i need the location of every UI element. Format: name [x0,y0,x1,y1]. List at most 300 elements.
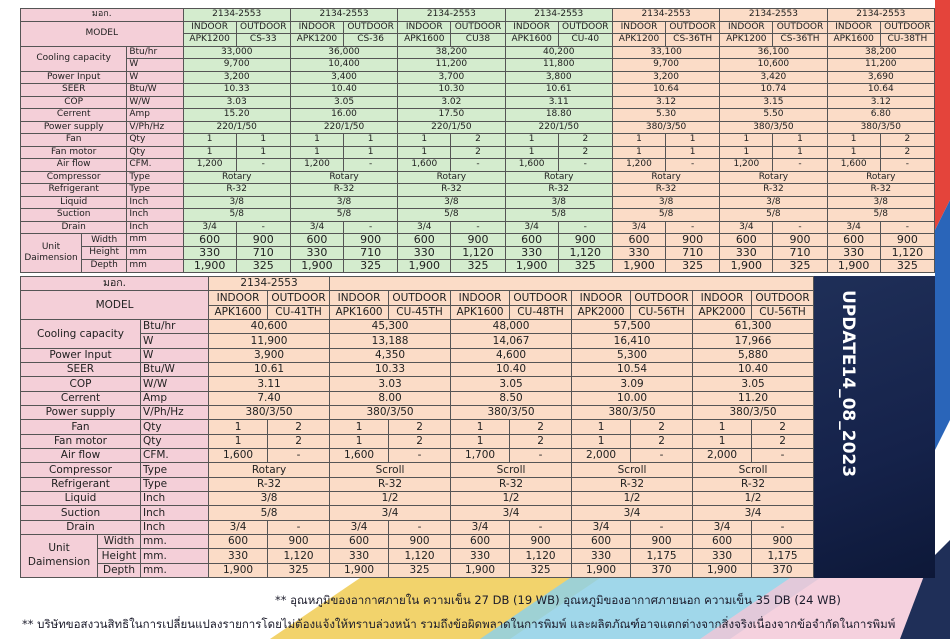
unit-label: Unit [41,241,61,252]
value-cell: - [558,221,612,234]
value-cell: - [236,221,290,234]
value-cell: 900 [666,234,720,247]
unit-cell: mm. [141,549,209,563]
value-cell: R-32 [572,477,693,491]
cop-row [21,377,814,391]
value-cell: 380/3/50 [827,121,934,134]
value-cell: 900 [880,234,934,247]
value-cell: 2 [510,434,572,448]
suction-label: Suction [21,209,127,222]
unit-cell: mm [127,259,183,272]
indoor-header: INDOOR [290,21,343,34]
current-label: Cerrent [21,109,127,122]
value-cell: 330 [183,246,236,259]
value-cell: 3,200 [612,71,719,84]
value-cell: 325 [268,563,330,577]
value-cell: 3/4 [572,506,693,520]
unit-dimension-text [21,234,82,272]
value-cell: 3/4 [398,221,451,234]
value-cell: 10.40 [290,84,397,97]
unit-cell: Btu/W [141,362,209,376]
fan-motor-row [21,146,935,159]
current-label: Cerrent [21,391,141,405]
value-cell: - [510,448,572,462]
value-cell: 600 [330,534,389,548]
unit-cell: V/Ph/Hz [127,121,183,134]
value-cell: 10.33 [330,362,451,376]
unit-cell: CFM. [127,159,183,172]
value-cell: 11,900 [209,334,330,348]
power-supply-label: Power supply [21,405,141,419]
value-cell: 4,350 [330,348,451,362]
value-cell: 11,200 [398,59,505,72]
unit-cell: mm. [141,563,209,577]
value-cell: R-32 [290,184,397,197]
refrigerant-label: Refrigerant [21,184,127,197]
value-cell: Scroll [330,463,451,477]
outdoor-header: OUTDOOR [631,291,693,305]
indoor-model: APK1600 [451,305,510,319]
value-cell: 33,100 [612,46,719,59]
daimension-label: Daimension [27,555,91,568]
value-cell: 3/8 [612,196,719,209]
value-cell: 5.50 [720,109,827,122]
value-cell: 2 [389,420,451,434]
unit-cell: Type [127,171,183,184]
value-cell: 11,200 [827,59,934,72]
tis-value: 2134-2553 [183,9,290,22]
value-cell: 2 [752,420,814,434]
value-cell: 3.03 [183,96,290,109]
fan-motor-label: Fan motor [21,146,127,159]
value-cell: 1,600 [827,159,880,172]
value-cell: 3/4 [330,520,389,534]
indoor-header: INDOOR [827,21,880,34]
unit-cell: mm [127,246,183,259]
value-cell: 330 [330,549,389,563]
air-flow-row [21,159,935,172]
value-cell: 3.05 [693,377,814,391]
value-cell: 1 [505,146,558,159]
cooling-btu-row [21,319,814,333]
value-cell: 330 [572,549,631,563]
value-cell: 5/8 [209,506,330,520]
value-cell: 1,200 [612,159,665,172]
cop-label: COP [21,96,127,109]
outdoor-model: CS-36TH [666,34,720,47]
value-cell: 9,700 [612,59,719,72]
value-cell: 1 [398,146,451,159]
value-cell: 600 [451,534,510,548]
power-supply-row [21,121,935,134]
value-cell: 3/4 [612,221,665,234]
value-cell: 900 [752,534,814,548]
value-cell: 3,700 [398,71,505,84]
outdoor-model: CU-41TH [268,305,330,319]
value-cell: - [344,159,398,172]
depth-row [21,563,814,577]
value-cell: 5/8 [290,209,397,222]
cooling-label: Cooling capacity [21,319,141,348]
value-cell: - [451,159,505,172]
unit-cell: W [127,59,183,72]
unit-cell: Inch [141,506,209,520]
value-cell: 3/8 [505,196,612,209]
value-cell: 3/4 [183,221,236,234]
value-cell: 1,900 [209,563,268,577]
value-cell: - [344,221,398,234]
tis-value: 2134-2553 [612,9,719,22]
value-cell: 900 [236,234,290,247]
unit-cell: Qty [127,146,183,159]
model-label: MODEL [21,291,209,320]
tis-label: มอก. [21,277,209,291]
outdoor-header: OUTDOOR [389,291,451,305]
value-cell: 330 [693,549,752,563]
height-label: Height [98,549,141,563]
value-cell: 600 [505,234,558,247]
value-cell: 3.05 [290,96,397,109]
seer-row [21,362,814,376]
tis-value: 2134-2553 [398,9,505,22]
unit-cell: Inch [141,491,209,505]
unit-cell: Inch [127,196,183,209]
liquid-row [21,196,935,209]
value-cell: 11.20 [693,391,814,405]
value-cell: 40,600 [209,319,330,333]
value-cell: 10.54 [572,362,693,376]
outdoor-header: OUTDOOR [451,21,505,34]
value-cell: 3,200 [183,71,290,84]
value-cell: 1/2 [572,491,693,505]
value-cell: 36,100 [720,46,827,59]
value-cell: 330 [398,246,451,259]
indoor-model: APK1600 [827,34,880,47]
tis-value: 2134-2553 [720,9,827,22]
value-cell: 13,188 [330,334,451,348]
value-cell: 1 [666,134,720,147]
unit-cell: W/W [127,96,183,109]
value-cell: 380/3/50 [330,405,451,419]
value-cell: 600 [612,234,665,247]
indoor-model: APK2000 [572,305,631,319]
indoor-header: INDOOR [505,21,558,34]
value-cell: - [268,448,330,462]
outdoor-header: OUTDOOR [510,291,572,305]
drain-row [21,520,814,534]
value-cell: 1 [666,146,720,159]
indoor-header: INDOOR [451,291,510,305]
value-cell: 1 [572,434,631,448]
value-cell: 1 [344,134,398,147]
value-cell: R-32 [720,184,827,197]
value-cell: R-32 [330,477,451,491]
spec-table-bottom [20,276,814,578]
value-cell: 1,600 [209,448,268,462]
value-cell: 1,120 [510,549,572,563]
indoor-header: INDOOR [572,291,631,305]
value-cell: 1,900 [505,259,558,272]
indoor-model: APK1200 [720,34,773,47]
indoor-outdoor-row [21,21,935,34]
value-cell: 5,300 [572,348,693,362]
value-cell: 710 [344,246,398,259]
value-cell: 330 [290,246,343,259]
value-cell: 3/4 [451,520,510,534]
value-cell: 1,700 [451,448,510,462]
value-cell: 1 [827,146,880,159]
value-cell: Scroll [572,463,693,477]
value-cell: - [880,159,934,172]
cooling-btu-row [21,46,935,59]
value-cell: 2 [268,434,330,448]
liquid-label: Liquid [21,491,141,505]
value-cell: 1 [344,146,398,159]
value-cell: 3/4 [827,221,880,234]
value-cell: 8.50 [451,391,572,405]
value-cell: 600 [827,234,880,247]
width-label: Width [98,534,141,548]
compressor-label: Compressor [21,171,127,184]
seer-label: SEER [21,362,141,376]
value-cell: - [752,520,814,534]
value-cell: 3.12 [827,96,934,109]
seer-label: SEER [21,84,127,97]
depth-label: Depth [98,563,141,577]
value-cell: 5/8 [183,209,290,222]
value-cell: 1,120 [389,549,451,563]
value-cell: 8.00 [330,391,451,405]
value-cell: 325 [344,259,398,272]
height-label: Height [82,247,127,260]
value-cell: 10.61 [209,362,330,376]
value-cell: R-32 [451,477,572,491]
value-cell: 600 [398,234,451,247]
value-cell: 1,120 [451,246,505,259]
update-panel [814,276,935,578]
drain-label: Drain [21,221,127,234]
value-cell: 330 [720,246,773,259]
value-cell: 7.40 [209,391,330,405]
suction-row [21,506,814,520]
value-cell: 900 [773,234,827,247]
outdoor-model: CU-45TH [389,305,451,319]
value-cell: 3.02 [398,96,505,109]
width-label: Width [82,234,127,247]
power-input-label: Power Input [21,71,127,84]
height-row [21,246,935,259]
depth-row [21,259,935,272]
indoor-header: INDOOR [330,291,389,305]
unit-cell: Btu/hr [127,46,183,59]
value-cell: 3.12 [612,96,719,109]
value-cell: 10.30 [398,84,505,97]
value-cell: 1 [183,134,236,147]
value-cell: 10.00 [572,391,693,405]
value-cell: - [631,448,693,462]
value-cell: 1 [290,146,343,159]
value-cell: 36,000 [290,46,397,59]
value-cell: 3,800 [505,71,612,84]
value-cell: 10.74 [720,84,827,97]
value-cell: 2 [880,146,934,159]
value-cell: 1,900 [183,259,236,272]
value-cell: Rotary [209,463,330,477]
outdoor-header: OUTDOOR [268,291,330,305]
value-cell: 1,900 [612,259,665,272]
value-cell: 3/4 [451,506,572,520]
footnote-conditions: ** อุณหภูมิของอากาศภายใน ความเข็น 27 DB (19 WB) อุณหภูมิของอากาศภายนอก ความเข็น 35 DB (24 WB) [275,593,841,607]
outdoor-model: CU-56TH [752,305,814,319]
value-cell: 2,000 [693,448,752,462]
value-cell: Rotary [720,171,827,184]
value-cell: 3.09 [572,377,693,391]
fan-row [21,134,935,147]
value-cell: 38,200 [827,46,934,59]
indoor-model: APK1600 [330,305,389,319]
value-cell: 325 [880,259,934,272]
value-cell: 5/8 [720,209,827,222]
value-cell: 3/8 [183,196,290,209]
indoor-header: INDOOR [183,21,236,34]
value-cell: 380/3/50 [612,121,719,134]
value-cell: 5/8 [612,209,719,222]
value-cell: 330 [827,246,880,259]
value-cell: 3.15 [720,96,827,109]
value-cell: 330 [612,246,665,259]
compressor-label: Compressor [21,463,141,477]
value-cell: 330 [505,246,558,259]
unit-cell: Amp [127,109,183,122]
value-cell: 325 [558,259,612,272]
value-cell: 38,200 [398,46,505,59]
air-flow-row [21,448,814,462]
unit-dimension-label [21,534,98,577]
liquid-row [21,491,814,505]
current-row [21,109,935,122]
value-cell: 11,800 [505,59,612,72]
value-cell: 1,900 [290,259,343,272]
value-cell: 1/2 [451,491,572,505]
value-cell: 2 [558,134,612,147]
outdoor-header: OUTDOOR [752,291,814,305]
value-cell: 3/4 [693,506,814,520]
value-cell: - [752,448,814,462]
value-cell: 2 [631,434,693,448]
value-cell: - [268,520,330,534]
value-cell: 1 [827,134,880,147]
value-cell: 370 [631,563,693,577]
value-cell: 1 [612,146,665,159]
cop-row [21,96,935,109]
compressor-row [21,171,935,184]
fan-row [21,420,814,434]
value-cell: 3/8 [827,196,934,209]
value-cell: 1,900 [398,259,451,272]
value-cell: 900 [344,234,398,247]
seer-row [21,84,935,97]
value-cell: 17,966 [693,334,814,348]
value-cell: 1 [572,420,631,434]
value-cell: 325 [510,563,572,577]
power-supply-row [21,405,814,419]
value-cell: 1,200 [183,159,236,172]
value-cell: 1,200 [720,159,773,172]
value-cell: Rotary [183,171,290,184]
value-cell: 10.40 [693,362,814,376]
indoor-model: APK2000 [693,305,752,319]
unit-cell: Qty [127,134,183,147]
value-cell: 1 [236,146,290,159]
value-cell: - [666,221,720,234]
indoor-model: APK1200 [183,34,236,47]
unit-dimension-label [21,234,127,273]
value-cell: 330 [451,549,510,563]
value-cell: 1 [505,134,558,147]
value-cell: 220/1/50 [290,121,397,134]
value-cell: 380/3/50 [451,405,572,419]
outdoor-model: CS-36 [344,34,398,47]
value-cell: 710 [773,246,827,259]
value-cell: 600 [720,234,773,247]
refrigerant-label: Refrigerant [21,477,141,491]
air-flow-label: Air flow [21,159,127,172]
suction-label: Suction [21,506,141,520]
value-cell: 600 [183,234,236,247]
value-cell: 40,200 [505,46,612,59]
value-cell: 900 [389,534,451,548]
value-cell: 1 [720,146,773,159]
value-cell: 1 [612,134,665,147]
unit-cell: Qty [141,420,209,434]
indoor-model: APK1600 [398,34,451,47]
value-cell: 1 [330,434,389,448]
outdoor-model: CU-56TH [631,305,693,319]
value-cell: 3/4 [720,221,773,234]
value-cell: Scroll [451,463,572,477]
value-cell: 600 [572,534,631,548]
value-cell: 1,900 [451,563,510,577]
value-cell: 380/3/50 [209,405,330,419]
value-cell: 900 [268,534,330,548]
value-cell: 1 [773,134,827,147]
outdoor-header: OUTDOOR [558,21,612,34]
daimension-label: Daimension [24,252,78,263]
unit-cell: Amp [141,391,209,405]
value-cell: 2 [451,134,505,147]
value-cell: 17.50 [398,109,505,122]
value-cell: 5/8 [827,209,934,222]
depth-label: Depth [90,260,118,270]
value-cell: 16.00 [290,109,397,122]
tis-value: 2134-2553 [505,9,612,22]
refrigerant-row [21,477,814,491]
indoor-model: APK1200 [612,34,665,47]
value-cell: - [451,221,505,234]
indoor-outdoor-row [21,291,814,305]
outdoor-header: OUTDOOR [773,21,827,34]
value-cell: 1,900 [572,563,631,577]
value-cell: 325 [389,563,451,577]
value-cell: 1,900 [693,563,752,577]
value-cell: R-32 [612,184,719,197]
unit-cell: Type [141,477,209,491]
outdoor-model: CU-38TH [880,34,934,47]
value-cell: 1 [209,434,268,448]
value-cell: 10.64 [612,84,719,97]
value-cell: 220/1/50 [398,121,505,134]
width-row [21,234,935,247]
